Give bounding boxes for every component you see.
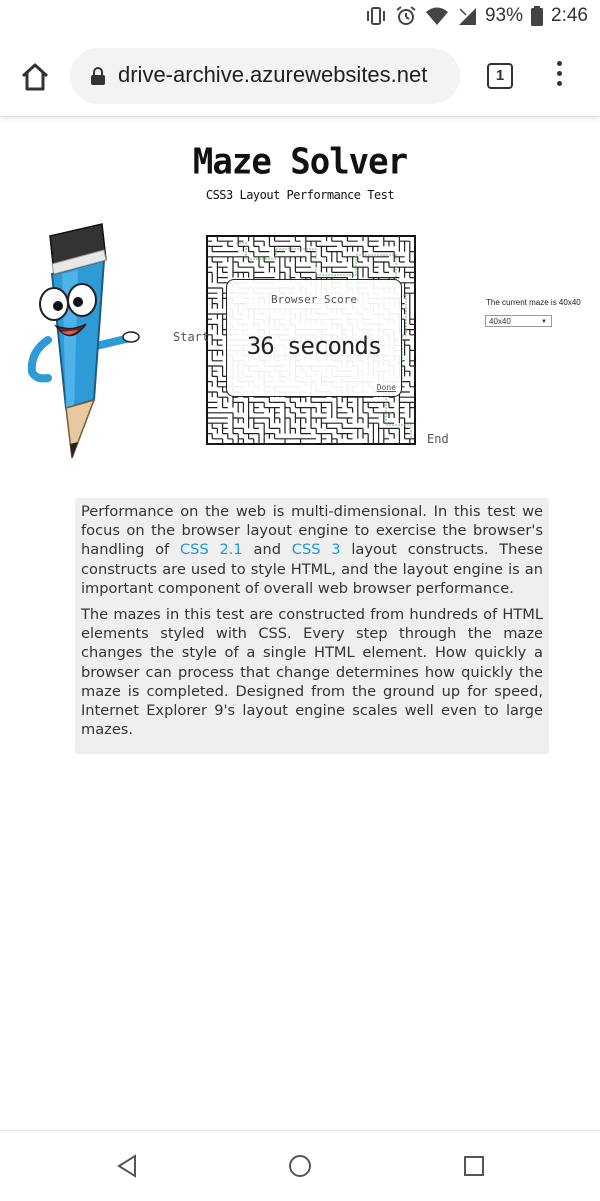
tab-switcher-button[interactable]: 1 <box>487 63 513 89</box>
page-subtitle: CSS3 Layout Performance Test <box>205 188 395 202</box>
css3-link[interactable]: CSS 3 <box>291 541 341 559</box>
maze-start-label: Start <box>173 330 210 344</box>
dropdown-arrow-icon: ▼ <box>541 319 547 325</box>
back-icon <box>115 1153 141 1179</box>
back-button[interactable] <box>115 1153 141 1179</box>
system-navigation-bar <box>0 1130 600 1201</box>
description-paragraph-1: Performance on the web is multi-dimensional. In this test we focus on the browser layout engine to exercise the browser's handling of CSS 2.1 and CSS 3 layout constructs. These constructs are used to style HTML, and the layout engine is an important component of overall web browser performance. <box>81 503 543 597</box>
browser-score-label: Browser Score <box>270 293 358 306</box>
lock-icon <box>90 66 106 90</box>
description-panel <box>75 498 549 754</box>
browser-score-value: 36 seconds <box>246 332 382 360</box>
css21-link[interactable]: CSS 2.1 <box>179 541 243 559</box>
status-bar <box>0 0 600 36</box>
browser-score-dialog <box>226 279 402 397</box>
overflow-menu-button[interactable] <box>552 61 566 91</box>
page-title: Maze Solver <box>192 141 408 183</box>
clock-time: 2:46 <box>551 5 588 26</box>
maze-end-label: End <box>427 432 449 446</box>
home-circle-icon <box>287 1153 313 1179</box>
wifi-icon <box>425 6 449 26</box>
more-vert-icon <box>557 61 562 66</box>
alarm-icon <box>395 6 417 26</box>
home-button[interactable] <box>18 60 52 94</box>
address-bar[interactable] <box>70 48 460 104</box>
recents-button[interactable] <box>461 1153 487 1179</box>
pencil-mascot-icon <box>18 222 142 462</box>
url-text: drive-archive.azurewebsites.net <box>118 62 428 87</box>
home-nav-button[interactable] <box>287 1153 313 1179</box>
signal-icon <box>457 6 477 26</box>
battery-icon <box>531 6 543 26</box>
maze-size-info: The current maze is 40x40 <box>486 298 581 307</box>
battery-percent: 93% <box>484 5 524 26</box>
description-paragraph-2: The mazes in this test are constructed from hundreds of HTML elements styled with CSS. Every step through the maze changes the style of a single HTML element. How quickly a browser can process that change determines how quickly the maze is completed. Designed from the ground up for speed, Internet Explorer 9's layout engine scales well even to large mazes. <box>81 606 543 739</box>
recents-icon <box>461 1153 487 1179</box>
home-icon <box>18 60 52 94</box>
maze-size-selected: 40x40 <box>489 317 511 326</box>
browser-toolbar <box>0 36 600 117</box>
done-link[interactable]: Done <box>376 383 396 392</box>
maze-size-select[interactable] <box>485 315 552 327</box>
vibrate-icon <box>365 6 387 26</box>
